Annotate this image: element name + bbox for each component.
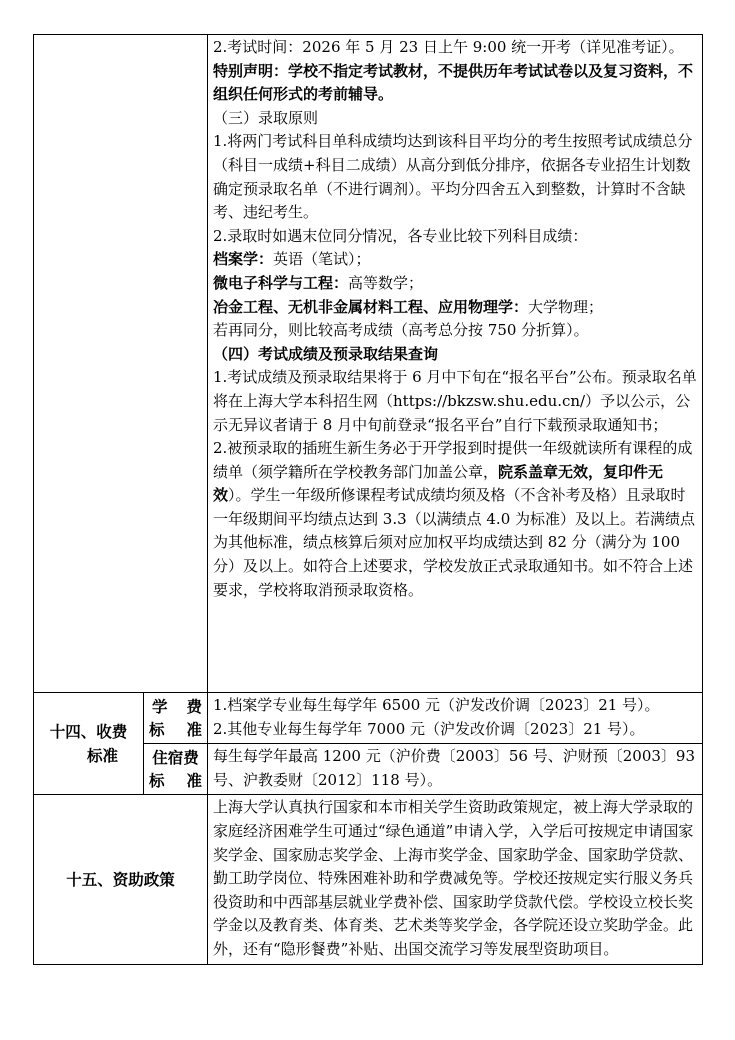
tie-rule-final: 若再同分，则比较高考成绩（高考总分按 750 分折算）。 [213, 321, 589, 340]
tie-rule-microelectronics-value: 高等数学； [348, 273, 424, 292]
tie-rule-archives [213, 248, 697, 272]
exam-time-text: 2.考试时间：2026 年 5 月 23 日上午 9:00 统一开考（详见准考证）。 [213, 38, 684, 56]
tie-rule-metallurgy-label: 冶金工程、无机非金属材料工程、应用物理学： [213, 297, 529, 316]
fees-label-line2: 标准 [86, 745, 118, 765]
lodging-label-cell [144, 744, 208, 795]
tie-rule-microelectronics [213, 272, 697, 296]
aid-text: 上海大学认真执行国家和本市相关学生资助政策规定，被上海大学录取的家庭经济困难学生可通过“绿色通道”申请入学，入学后可按规定申请国家奖学金、国家励志奖学金、上海市奖学金、国家助学金、国家助学贷款、勤工助学岗位、特殊困难补助和学费减免等。学校还按规定实行服义务兵役资助和中西部基层就业学费补偿、国家助学贷款代偿。学校设立校长奖学金以及教育类、体育类、艺术类等奖学金，各学院还设立奖助学金。此外，还有“隐形餐费”补贴、出国交流学习等发展型资助项目。 [213, 798, 694, 958]
query-2-part-b: ）。学生一年级所修课程考试成绩均须及格（不含补考及格）且录取时一年级期间平均绩点达到 3.3（以满绩点 4.0 为标准）及以上。若满绩点为其他标准，绩点核算后须对应加权平均成绩达到 82 分（满分为 100 分）及以上。如符合上述要求，学校发放正式录取通知书。如不符合上述要求，学校将取消预录取资格。 [213, 486, 696, 599]
tuition-label-char3: 标 [149, 720, 165, 740]
aid-label: 十五、资助政策 [66, 870, 175, 890]
query-2 [213, 437, 697, 602]
principle-1: 1.将两门考试科目单科成绩均达到该科目平均分的考生按照考试成绩总分（科目一成绩+科目二成绩）从高分到低分排序，依据各专业招生计划数确定预录取名单（不进行调剂）。平均分四舍五入到整数，计算时不含缺考、违纪考生。 [213, 132, 693, 222]
fees-label-line1: 十四、收费 [49, 721, 128, 741]
tie-rule-archives-label: 档案学： [213, 250, 274, 269]
query-2-bold: 院系盖章无效，复印件无效 [213, 462, 664, 505]
query-1: 1.考试成绩及预录取结果将于 6 月中下旬在“报名平台”公布。预录取名单将在上海大学本科招生网（https://bkzsw.shu.edu.cn/）予以公示，公示无异议者请于 8 月中旬前登录“报名平台”自行下载预录取通知书； [213, 368, 697, 434]
lodging-label-line1: 住宿费 [152, 747, 199, 767]
admission-document-page [33, 34, 702, 965]
query-heading: （四）考试成绩及预录取结果查询 [213, 344, 439, 363]
lodging-text: 每生每学年最高 1200 元（沪价费〔2003〕56 号、沪财预〔2003〕93 号、沪教委财〔2012〕118 号）。 [213, 747, 696, 789]
lodging-label-char1: 标 [149, 771, 165, 791]
aid-cell [208, 795, 703, 964]
tie-rule-metallurgy-value: 大学物理； [528, 297, 604, 316]
tie-rule-archives-value: 英语（笔试）； [273, 250, 371, 269]
tuition-1: 1.档案学专业每生每学年 6500 元（沪发改价调〔2023〕21 号）。 [213, 696, 660, 714]
lodging-label-line2 [146, 769, 205, 793]
tuition-label-line2 [146, 718, 205, 742]
tuition-label-char4: 准 [186, 720, 202, 740]
principle-2: 2.录取时如遇末位同分情况，各专业比较下列科目成绩： [213, 226, 588, 245]
table-row-tuition [34, 693, 703, 744]
tuition-label-cell [144, 693, 208, 744]
tuition-cell [208, 693, 703, 744]
tuition-label-char1: 学 [152, 696, 168, 716]
table-row-exam-continued [34, 35, 703, 693]
special-statement: 特别声明：学校不指定考试教材，不提供历年考试试卷以及复习资料，不组织任何形式的考前辅导。 [213, 61, 694, 104]
tuition-label-line1 [146, 695, 205, 719]
empty-label-cell [34, 35, 208, 693]
admission-info-table [33, 34, 703, 965]
tuition-2: 2.其他专业每生每学年 7000 元（沪发改价调〔2023〕21 号）。 [213, 719, 645, 738]
lodging-cell [208, 744, 703, 795]
exam-details-cell [208, 35, 703, 693]
lodging-label-char2: 准 [186, 771, 202, 791]
fees-label-cell [34, 693, 144, 795]
tie-rule-microelectronics-label: 微电子科学与工程： [213, 273, 349, 292]
principle-heading: （三）录取原则 [213, 108, 319, 127]
aid-label-cell [34, 795, 208, 964]
query-2-part-a: 2.被预录取的插班生新生务必于开学报到时提供一年级就读所有课程的成绩单（须学籍所在学校教务部门加盖公章， [213, 439, 693, 481]
table-row-aid [34, 795, 703, 964]
tuition-label-char2: 费 [186, 696, 202, 716]
tie-rule-metallurgy [213, 296, 697, 320]
